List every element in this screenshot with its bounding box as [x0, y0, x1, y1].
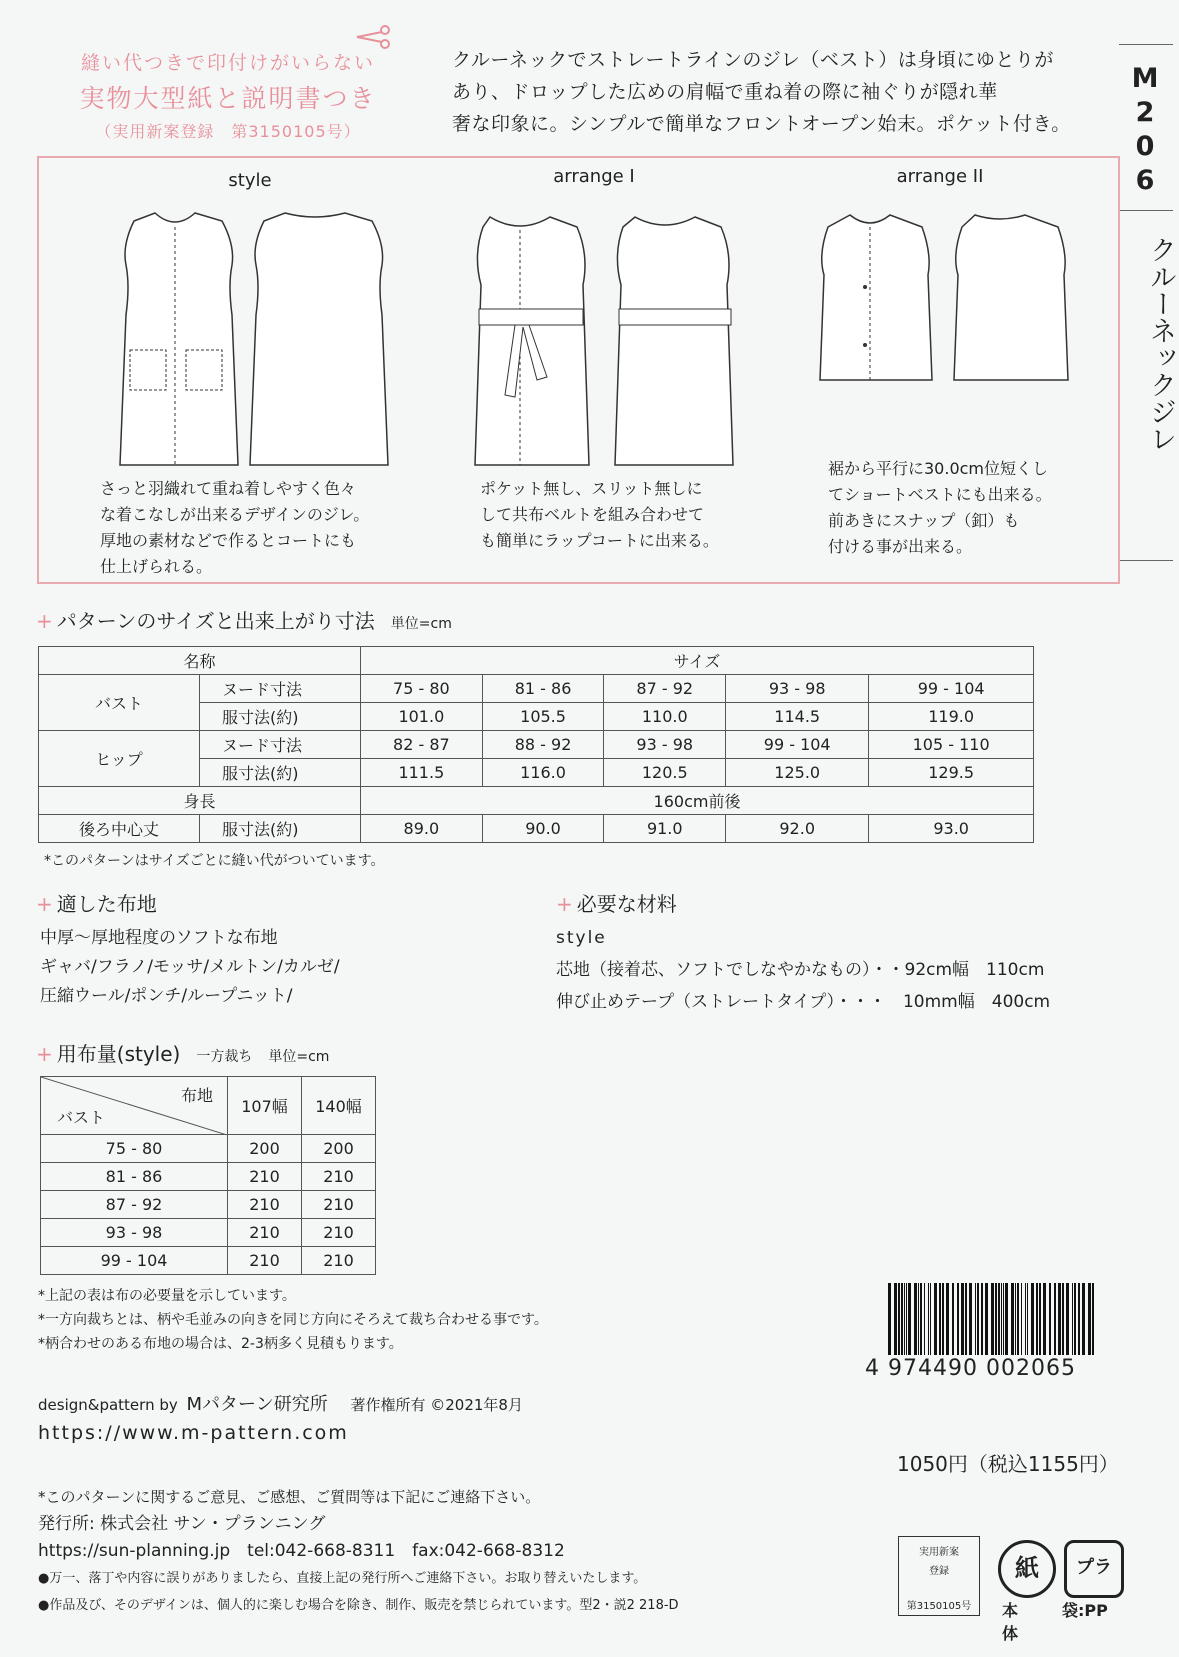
barcode-bar: [924, 1283, 925, 1355]
table-cell: 210: [228, 1247, 302, 1275]
arrange1-title: arrange I: [553, 166, 635, 187]
hip-label: ヒップ: [39, 731, 200, 787]
barcode-bar: [991, 1283, 994, 1355]
fabric-line: ギャバ/フラノ/モッサ/メルトン/カルゼ/: [40, 957, 340, 977]
barcode-bar: [1066, 1283, 1069, 1355]
arrange1-desc: [480, 476, 719, 554]
barcode-bar: [920, 1283, 922, 1355]
contact-line: ●作品及び、そのデザインは、個人的に楽しむ場合を除き、制作、販売を禁じられています。型2・説2 218-D: [38, 1598, 679, 1613]
intro-line: 奢な印象に。シンプルで簡単なフロントオープン始末。ポケット付き。: [452, 113, 1071, 135]
arrange2-illustration: [810, 205, 1100, 385]
table-cell: 111.5: [361, 759, 483, 787]
table-cell: 110.0: [604, 703, 726, 731]
table-cell: 210: [228, 1163, 302, 1191]
header-name: 名称: [39, 647, 361, 675]
fabric-title: 適した布地: [56, 892, 157, 916]
barcode-bar: [1021, 1283, 1022, 1355]
barcode-bar: [1036, 1283, 1038, 1355]
table-cell: 119.0: [869, 703, 1034, 731]
nude-label: ヌード寸法: [200, 731, 361, 759]
plastic-recycle-icon: プラ: [1064, 1540, 1124, 1598]
product-name: クルーネックジレ: [1145, 236, 1176, 452]
table-cell: 200: [302, 1135, 376, 1163]
height-value: 160cm前後: [361, 787, 1034, 815]
desc-line: 仕上げられる。: [100, 557, 213, 576]
barcode-bar: [888, 1283, 891, 1355]
barcode-bar: [898, 1283, 900, 1355]
barcode-bar: [1088, 1283, 1091, 1355]
bust-label: バスト: [39, 675, 200, 731]
table-cell: 75 - 80: [41, 1135, 228, 1163]
table-cell: 210: [228, 1219, 302, 1247]
materials-heading: + 必要な材料: [556, 892, 677, 916]
header-size: サイズ: [361, 647, 1034, 675]
fabric-heading: + 適した布地: [36, 892, 157, 916]
arrange2-title: arrange II: [896, 166, 984, 187]
material-item: [556, 986, 1116, 1018]
material-qty: 110cm: [986, 960, 1045, 980]
barcode-bar: [908, 1283, 911, 1355]
barcode-bar: [965, 1283, 967, 1355]
barcode-bar: [1072, 1283, 1073, 1355]
desc-line: して共布ベルトを組み合わせて: [480, 505, 705, 524]
desc-line: てショートベストにも出来る。: [828, 485, 1052, 504]
table-cell: 114.5: [726, 703, 869, 731]
barcode-bar: [1082, 1283, 1085, 1355]
intro-line: クルーネックでストレートラインのジレ（ベスト）は身頃にゆとりが: [452, 49, 1054, 71]
table-cell: 93.0: [869, 815, 1034, 843]
table-cell: 90.0: [482, 815, 604, 843]
table-cell: 93 - 98: [726, 675, 869, 703]
fabric-list: [40, 924, 340, 1011]
publisher: 発行所: 株式会社 サン・プランニング: [38, 1514, 326, 1534]
paper-label: 本体: [1002, 1601, 1019, 1643]
barcode-bar: [918, 1283, 919, 1355]
materials-list: [556, 922, 1116, 1018]
note-line: *上記の表は布の必要量を示しています。: [38, 1288, 296, 1304]
table-cell: 210: [302, 1247, 376, 1275]
barcode-number: 4 974490 002065: [865, 1356, 1076, 1381]
barcode-bar: [1092, 1283, 1094, 1355]
barcode-bar: [1027, 1283, 1028, 1355]
material-name: 伸び止めテープ（ストレートタイプ）・・・: [556, 992, 886, 1012]
reg-line: 登録: [929, 1566, 949, 1577]
code-char: M: [1131, 63, 1159, 94]
barcode-bar: [1015, 1283, 1016, 1355]
side-label: [1111, 0, 1179, 570]
barcode-bar: [1049, 1283, 1051, 1355]
barcode-bar: [1025, 1283, 1026, 1355]
table-cell: 105 - 110: [869, 731, 1034, 759]
brand-name: Mパターン研究所: [186, 1394, 328, 1415]
barcode-bar: [1003, 1283, 1004, 1355]
credit-line: [38, 1390, 523, 1416]
material-item: [556, 954, 1116, 986]
barcode-bar: [998, 1283, 1000, 1355]
style-desc: [100, 476, 369, 580]
materials-title: 必要な材料: [576, 892, 677, 916]
barcode-bar: [1074, 1283, 1076, 1355]
back-length-label: 後ろ中心丈: [39, 815, 200, 843]
badge-line-3: （実用新案登録 第3150105号）: [95, 122, 361, 141]
barcode-bar: [914, 1283, 917, 1355]
table-cell: 120.5: [604, 759, 726, 787]
fabric-col-label: 布地: [180, 1086, 213, 1105]
contact-block: [38, 1484, 679, 1619]
table-cell: 99 - 104: [41, 1247, 228, 1275]
barcode-bar: [985, 1283, 988, 1355]
table-cell: 93 - 98: [41, 1219, 228, 1247]
registration-mark: [898, 1536, 980, 1616]
table-cell: 92.0: [726, 815, 869, 843]
garment-label: 服寸法(約): [200, 815, 361, 843]
contact-line: ●万一、落丁や内容に誤りがありましたら、直接上記の発行所へご連絡下さい。お取り替えいたします。: [38, 1571, 647, 1586]
scissors-icon: [355, 22, 395, 52]
barcode-bar: [928, 1283, 929, 1355]
barcode-bar: [1058, 1283, 1061, 1355]
table-cell: 125.0: [726, 759, 869, 787]
yardage-notes: [38, 1284, 548, 1356]
barcode-bar: [930, 1283, 931, 1355]
fabric-line: 圧縮ウール/ポンチ/ループニット/: [40, 986, 293, 1006]
barcode-bar: [952, 1283, 954, 1355]
table-cell: 210: [302, 1219, 376, 1247]
width-107: 107幅: [228, 1077, 302, 1135]
credit-label: design&pattern by: [38, 1396, 178, 1414]
table-cell: 81 - 86: [41, 1163, 228, 1191]
barcode-bar: [904, 1283, 905, 1355]
publisher-contact: https://sun-planning.jp tel:042-668-8311 fax:042-668-8312: [38, 1541, 565, 1561]
desc-line: も簡単にラップコートに出来る。: [480, 531, 719, 550]
plastic-label: 袋:PP: [1062, 1601, 1108, 1620]
table-cell: 101.0: [361, 703, 483, 731]
fabric-line: 中厚～厚地程度のソフトな布地: [40, 928, 278, 948]
size-table: [38, 646, 1034, 843]
style-title: style: [228, 170, 272, 191]
nude-label: ヌード寸法: [200, 675, 361, 703]
code-char: 6: [1135, 165, 1155, 196]
table-cell: 89.0: [361, 815, 483, 843]
table-cell: 91.0: [604, 815, 726, 843]
product-code: [1111, 62, 1179, 198]
unit-label: 単位=cm: [268, 1049, 330, 1065]
barcode-bar: [894, 1283, 897, 1355]
material-name: 芯地（接着芯、ソフトでしなやかなもの）・・92cm幅: [556, 960, 970, 980]
barcode-bar: [1005, 1283, 1008, 1355]
intro-line: あり、ドロップした広めの肩幅で重ね着の際に袖ぐりが隠れ華: [452, 81, 998, 103]
desc-line: 前あきにスナップ（釦）も: [828, 511, 1020, 530]
table-cell: 82 - 87: [361, 731, 483, 759]
code-char: 2: [1135, 97, 1155, 128]
table-cell: 99 - 104: [726, 731, 869, 759]
size-section-title: パターンのサイズと出来上がり寸法: [56, 609, 375, 633]
yardage-heading: + 用布量(style) 一方裁ち 単位=cm: [36, 1042, 330, 1066]
desc-line: さっと羽織れて重ね着しやすく色々: [100, 479, 357, 498]
table-cell: 88 - 92: [482, 731, 604, 759]
table-cell: 93 - 98: [604, 731, 726, 759]
contact-line: *このパターンに関するご意見、ご感想、ご質問等は下記にご連絡下さい。: [38, 1488, 541, 1506]
barcode-bar: [946, 1283, 949, 1355]
bust-row-label: バスト: [57, 1108, 106, 1127]
desc-line: 厚地の素材などで作るとコートにも: [100, 531, 357, 550]
price: 1050円（税込1155円）: [897, 1452, 1119, 1476]
note-line: *一方向裁ちとは、柄や毛並みの向きを同じ方向にそろえて裁ち合わせる事です。: [38, 1312, 548, 1328]
material-qty: 400cm: [991, 992, 1051, 1012]
desc-line: な着こなしが出来るデザインのジレ。: [100, 505, 370, 524]
table-cell: 87 - 92: [604, 675, 726, 703]
height-label: 身長: [39, 787, 361, 815]
barcode-bar: [957, 1283, 959, 1355]
barcode-bar: [1043, 1283, 1046, 1355]
width-140: 140幅: [302, 1077, 376, 1135]
badge-line-1: 縫い代つきで印付けがいらない: [80, 52, 375, 74]
paper-recycle-icon: 紙: [998, 1540, 1056, 1598]
barcode-bar: [1039, 1283, 1041, 1355]
desc-line: ポケット無し、スリット無しに: [480, 479, 703, 498]
yardage-table: [40, 1076, 376, 1275]
material-width: 10mm幅: [902, 992, 975, 1012]
pattern-url-link[interactable]: https://www.m-pattern.com: [38, 1422, 349, 1444]
yardage-header-corner: [41, 1077, 228, 1135]
barcode-bar: [975, 1283, 976, 1355]
desc-line: 付ける事が出来る。: [828, 537, 973, 556]
table-cell: 81 - 86: [482, 675, 604, 703]
barcode-bar: [961, 1283, 964, 1355]
barcode-bar: [1054, 1283, 1056, 1355]
garment-label: 服寸法(約): [200, 703, 361, 731]
barcode-bar: [901, 1283, 903, 1355]
table-cell: 116.0: [482, 759, 604, 787]
table-cell: 210: [228, 1191, 302, 1219]
desc-line: 裾から平行に30.0cm位短くし: [828, 459, 1049, 478]
reg-line: 実用新案: [919, 1547, 959, 1558]
barcode-bar: [1062, 1283, 1064, 1355]
style-illustration: [110, 205, 400, 495]
barcode-bar: [969, 1283, 972, 1355]
note-line: *柄合わせのある布地の場合は、2-3柄多く見積もります。: [38, 1336, 403, 1352]
copyright: 著作権所有 ©2021年8月: [350, 1396, 523, 1414]
table-cell: 200: [228, 1135, 302, 1163]
size-section-heading: + パターンのサイズと出来上がり寸法 単位=cm: [36, 609, 452, 633]
barcode-bar: [981, 1283, 983, 1355]
barcode-bar: [939, 1283, 941, 1355]
barcode-bar: [1011, 1283, 1014, 1355]
barcode-bar: [942, 1283, 944, 1355]
cut-label: 一方裁ち: [196, 1049, 253, 1065]
registration-badge: [78, 48, 378, 142]
table-cell: 75 - 80: [361, 675, 483, 703]
barcode-bar: [977, 1283, 979, 1355]
table-cell: 210: [302, 1163, 376, 1191]
reg-line: 第3150105号: [906, 1601, 972, 1612]
intro-text: [452, 44, 1112, 140]
code-char: 0: [1135, 131, 1155, 162]
table-cell: 99 - 104: [869, 675, 1034, 703]
table-cell: 129.5: [869, 759, 1034, 787]
table-cell: 105.5: [482, 703, 604, 731]
barcode-bar: [906, 1283, 907, 1355]
barcode-bar: [995, 1283, 997, 1355]
arrange2-desc: [828, 456, 1052, 560]
barcode-bar: [1017, 1283, 1019, 1355]
barcode-bar: [1078, 1283, 1080, 1355]
table-cell: 210: [302, 1191, 376, 1219]
barcode-bar: [934, 1283, 937, 1355]
materials-sub: style: [556, 928, 607, 948]
unit-label: 単位=cm: [390, 616, 452, 632]
barcode-bar: [1001, 1283, 1002, 1355]
size-note: *このパターンはサイズごとに縫い代がついています。: [44, 853, 385, 869]
arrange1-illustration: [465, 205, 755, 495]
badge-line-2: 実物大型紙と説明書つき: [79, 84, 377, 113]
yardage-title: 用布量(style): [56, 1042, 181, 1066]
barcode-bar: [1031, 1283, 1034, 1355]
garment-label: 服寸法(約): [200, 759, 361, 787]
table-cell: 87 - 92: [41, 1191, 228, 1219]
